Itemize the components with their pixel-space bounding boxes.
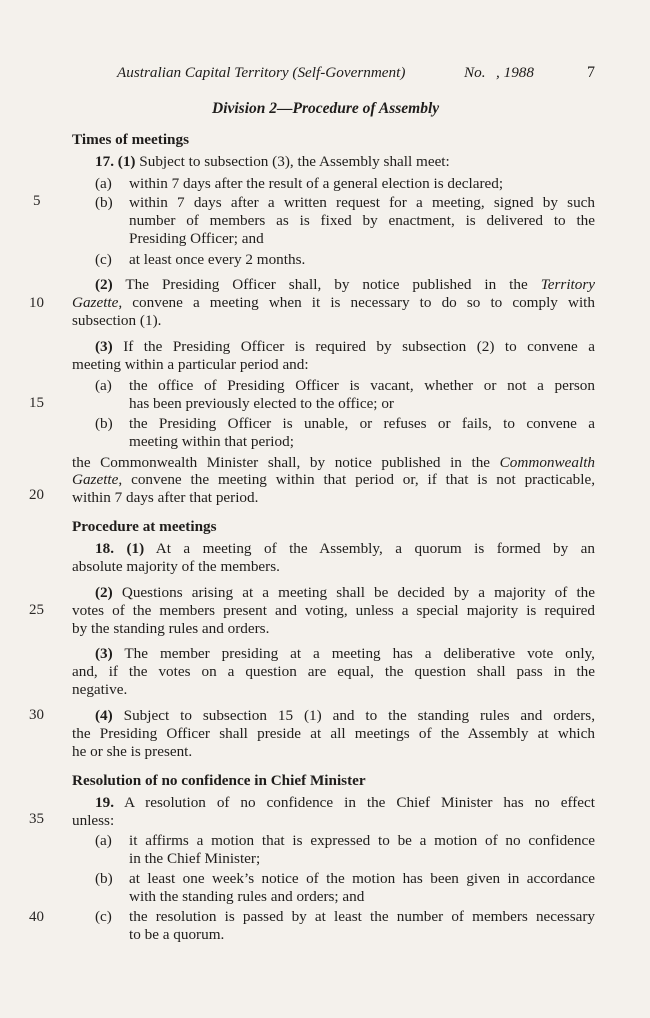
s17-3-para-a-line2: has been previously elected to the office; or	[129, 395, 394, 412]
s17-para-b-line2: number of members as is fixed by enactment, is delivered to the	[129, 212, 595, 229]
s17-para-a: within 7 days after the result of a general election is declared;	[129, 175, 504, 192]
s19-line1	[95, 794, 595, 812]
s17-subsection-3-line1	[95, 338, 595, 356]
s17-para-c: at least once every 2 months.	[129, 251, 306, 268]
s18-subsection-4-line2: the Presiding Officer shall preside at all meetings of the Assembly at which	[72, 725, 595, 742]
text: , convene a meeting when it is necessary to do so to comply with	[118, 294, 595, 311]
subsection-number: (1)	[117, 153, 136, 170]
s19-para-c-line2: to be a quorum.	[129, 926, 225, 943]
section-number: 19.	[95, 794, 114, 811]
text: A resolution of no confidence in the Chief Minister has no effect	[124, 794, 595, 811]
s19-para-b-line2: with the standing rules and orders; and	[129, 888, 365, 905]
s19-para-b-line1: at least one week’s notice of the motion has been given in accordance	[129, 870, 595, 887]
s18-subsection-3-line3: negative.	[72, 681, 128, 698]
subsection-number: (1)	[126, 540, 145, 557]
s17-closing-line3: within 7 days after that period.	[72, 489, 259, 506]
line-number-5: 5	[33, 193, 41, 209]
s19-para-b-label: (b)	[95, 870, 113, 887]
line-number-15: 15	[29, 395, 44, 411]
s18-subsection-1-line1	[95, 540, 595, 558]
subsection-number: (3)	[95, 645, 113, 662]
section-heading-18: Procedure at meetings	[72, 518, 217, 535]
s19-para-c-label: (c)	[95, 908, 112, 925]
line-number-40: 40	[29, 909, 44, 925]
running-title: Australian Capital Territory (Self-Government)	[117, 64, 406, 81]
s17-3-para-a-line1: the office of Presiding Officer is vacant, whether or not a person	[129, 377, 595, 394]
s19-para-c-line1: the resolution is passed by at least the number of members necessary	[129, 908, 595, 925]
text: Subject to subsection 15 (1) and to the standing rules and orders,	[123, 707, 595, 724]
s17-3-para-b-label: (b)	[95, 415, 113, 432]
s19-line2: unless:	[72, 812, 115, 829]
page-number: 7	[587, 64, 595, 81]
subsection-number: (3)	[95, 338, 113, 355]
section-heading-19: Resolution of no confidence in Chief Minister	[72, 772, 366, 789]
bill-year: , 1988	[496, 64, 534, 81]
s17-subsection-2-line3: subsection (1).	[72, 312, 162, 329]
s18-subsection-2-line3: by the standing rules and orders.	[72, 620, 270, 637]
s18-subsection-3-line1	[95, 645, 595, 663]
s17-subsection-2-line1	[95, 276, 595, 294]
text: At a meeting of the Assembly, a quorum is formed by an	[155, 540, 595, 557]
line-number-25: 25	[29, 602, 44, 618]
line-number-20: 20	[29, 487, 44, 503]
section-heading-17: Times of meetings	[72, 131, 189, 148]
s17-3-para-b-line1: the Presiding Officer is unable, or refuses or fails, to convene a	[129, 415, 595, 432]
s18-subsection-4-line3: he or she is present.	[72, 743, 193, 760]
line-number-35: 35	[29, 811, 44, 827]
s18-subsection-2-line1	[95, 584, 595, 602]
s17-subsection-3-line2: meeting within a particular period and:	[72, 356, 309, 373]
s17-subsection-1	[95, 153, 450, 171]
text: If the Presiding Officer is required by subsection (2) to convene a	[123, 338, 595, 355]
s19-para-a-line2: in the Chief Minister;	[129, 850, 261, 867]
section-number: 18.	[95, 540, 114, 557]
gazette-title: Gazette	[72, 294, 119, 311]
text: Subject to subsection (3), the Assembly shall meet:	[139, 153, 450, 170]
subsection-number: (2)	[95, 584, 113, 601]
s17-3-para-a-label: (a)	[95, 377, 112, 394]
gazette-title: Territory	[540, 276, 596, 293]
s17-3-para-b-line2: meeting within that period;	[129, 433, 294, 450]
s19-para-a-line1: it affirms a motion that is expressed to be a motion of no confidence	[129, 832, 595, 849]
s17-subsection-2-line2	[72, 294, 595, 312]
subsection-number: (4)	[95, 707, 113, 724]
bill-number-label: No.	[464, 64, 486, 81]
s17-closing-line2	[72, 471, 595, 489]
text: The member presiding at a meeting has a deliberative vote only,	[124, 645, 595, 662]
s17-para-c-label: (c)	[95, 251, 112, 268]
s18-subsection-3-line2: and, if the votes on a question are equal, the question shall pass in the	[72, 663, 595, 680]
text: , convene the meeting within that period or, if that is not practicable,	[118, 471, 595, 488]
s17-para-b-label: (b)	[95, 194, 113, 211]
text: The Presiding Officer shall, by notice published in the	[125, 276, 528, 293]
s18-subsection-4-line1	[95, 707, 595, 725]
subsection-number: (2)	[95, 276, 113, 293]
division-heading: Division 2—Procedure of Assembly	[212, 100, 440, 117]
text: Questions arising at a meeting shall be decided by a majority of the	[121, 584, 596, 601]
section-number: 17.	[95, 153, 114, 170]
line-number-30: 30	[29, 707, 44, 723]
s18-subsection-1-line2: absolute majority of the members.	[72, 558, 280, 575]
s19-para-a-label: (a)	[95, 832, 112, 849]
gazette-title: Commonwealth	[499, 454, 596, 471]
s17-para-b-line3: Presiding Officer; and	[129, 230, 264, 247]
gazette-title: Gazette	[72, 471, 119, 488]
s18-subsection-2-line2: votes of the members present and voting, unless a special majority is required	[72, 602, 595, 619]
s17-closing-line1	[72, 454, 595, 472]
s17-para-b-line1: within 7 days after a written request for a meeting, signed by such	[129, 194, 595, 211]
s17-para-a-label: (a)	[95, 175, 112, 192]
text: the Commonwealth Minister shall, by notice published in the	[72, 454, 491, 471]
line-number-10: 10	[29, 295, 44, 311]
